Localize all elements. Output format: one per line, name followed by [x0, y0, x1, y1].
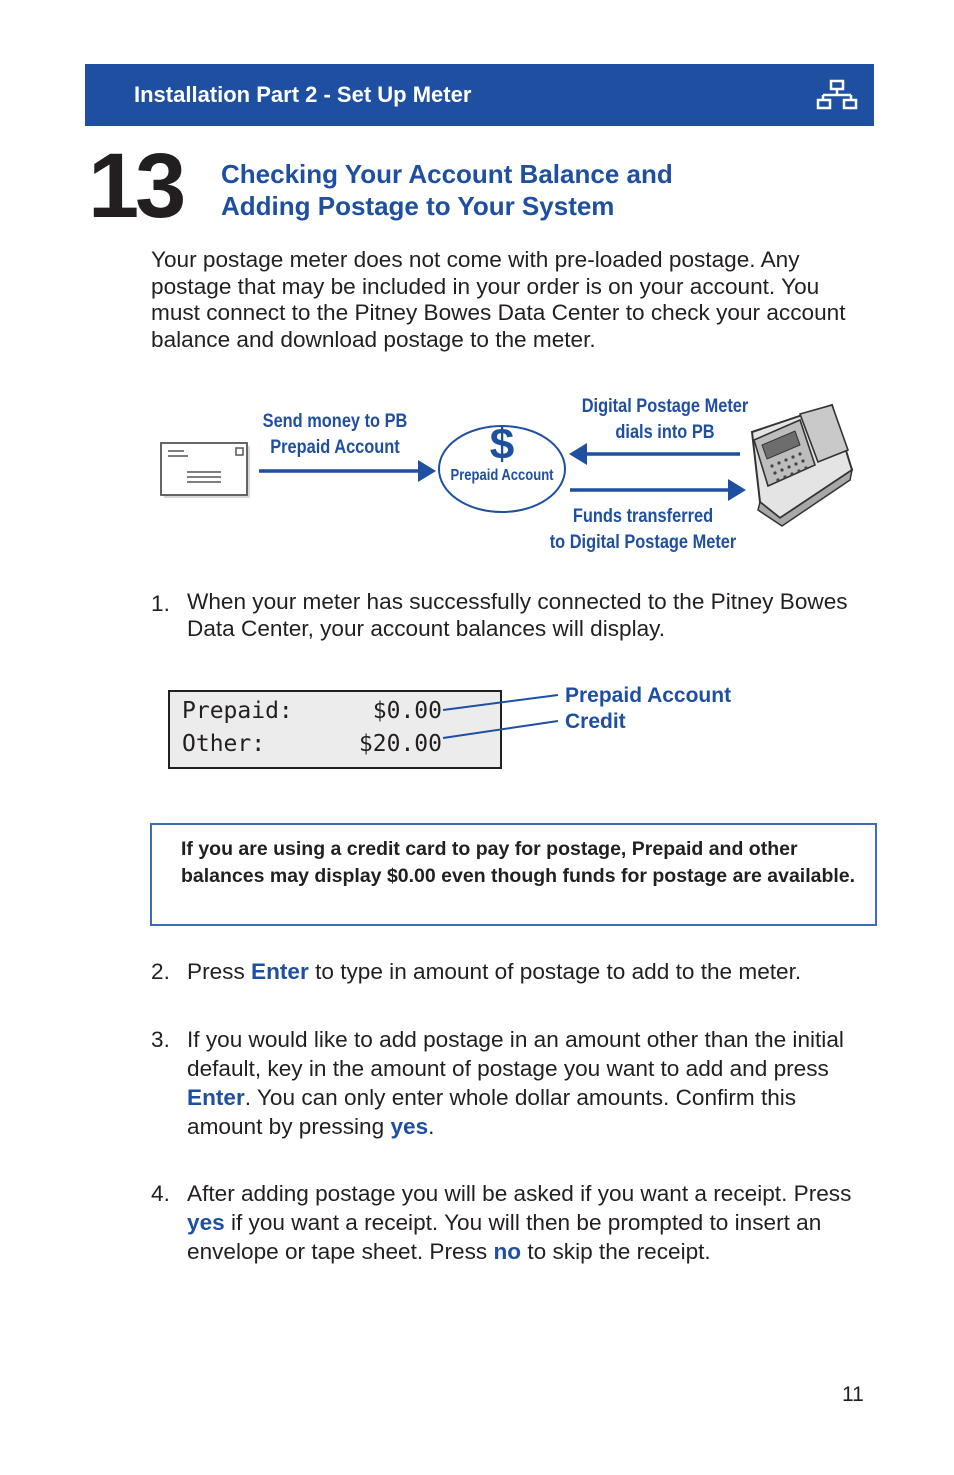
list-item	[151, 957, 871, 987]
list-item	[151, 1025, 871, 1145]
list-text: Press Enter to type in amount of postage to add to the meter.	[187, 959, 802, 984]
dollar-icon: $	[489, 420, 515, 469]
page-number: 11	[842, 1383, 864, 1406]
list-text: If you would like to add postage in an amount other than the initial default, key in the amount of postage you want to add and press Enter. You can only enter whole dollar amounts. Confirm this amount by pressing yes.	[187, 1027, 844, 1139]
display-label-other: Other:	[182, 731, 266, 757]
send-money-line1: Send money to PB	[262, 410, 408, 432]
list-number: 4.	[151, 1181, 170, 1206]
list-item	[151, 1179, 871, 1269]
list-number: 2.	[151, 959, 170, 984]
list-number: 1.	[151, 591, 170, 616]
meter-dials-line1: Digital Postage Meter	[581, 395, 749, 417]
enter-key-label: Enter	[187, 1085, 245, 1110]
step-title-line1: Checking Your Account Balance and	[221, 159, 673, 189]
yes-key-label: yes	[187, 1210, 225, 1235]
intro-paragraph: Your postage meter does not come with pre-loaded postage. Any postage that may be included in your order is on your account. You must connect to the Pitney Bowes Data Center to check your account balance and download postage to the meter.	[151, 247, 846, 352]
meter-dials-line2: dials into PB	[615, 421, 715, 443]
enter-key-label: Enter	[251, 959, 309, 984]
callout-line1: Prepaid Account	[565, 684, 732, 707]
callout-line2: Credit	[565, 710, 626, 733]
display-label-prepaid: Prepaid:	[182, 698, 293, 724]
display-value-other: $20.00	[358, 731, 442, 757]
funds-transferred-line2: to Digital Postage Meter	[549, 531, 737, 553]
prepaid-account-label: Prepaid Account	[450, 467, 554, 484]
callout-label	[565, 683, 731, 735]
no-key-label: no	[493, 1239, 522, 1264]
send-money-line2: Prepaid Account	[270, 436, 400, 458]
step-number: 13	[88, 135, 183, 237]
list-text: After adding postage you will be asked if you want a receipt. Press yes if you want a receipt. You will then be prompted to insert an envelope or tape sheet. Press no to skip the receipt.	[187, 1181, 852, 1264]
section-title: Installation Part 2 - Set Up Meter	[134, 82, 472, 107]
funds-transferred-line1: Funds transferred	[572, 505, 714, 527]
display-value-prepaid: $0.00	[372, 698, 442, 724]
yes-key-label: yes	[390, 1114, 429, 1139]
list-text: When your meter has successfully connected to the Pitney Bowes Data Center, your account balances will display.	[187, 589, 848, 641]
step-title-line2: Adding Postage to Your System	[221, 191, 615, 221]
list-number: 3.	[151, 1027, 170, 1052]
note-text: If you are using a credit card to pay for postage, Prepaid and other balances may display $0.00 even though funds for postage are available.	[181, 838, 856, 887]
